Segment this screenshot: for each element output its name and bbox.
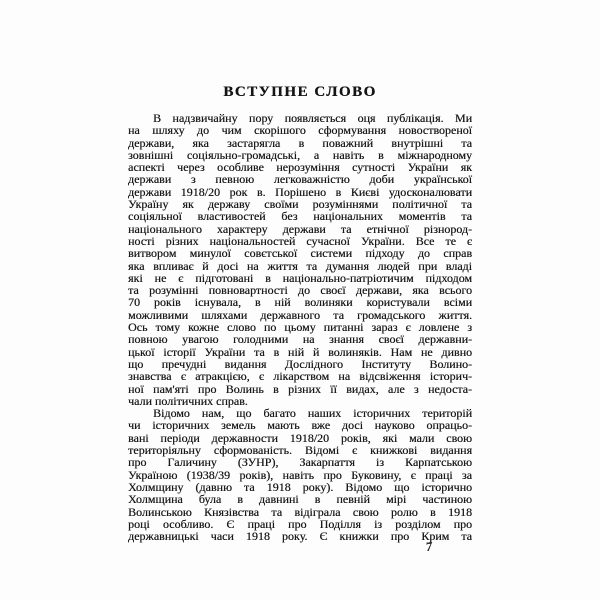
text-line: держави з певною легковажністю доби української — [128, 172, 472, 187]
text-line: державницькі часи 1918 року. Є книжки про Крим та — [128, 529, 472, 544]
text-line: знавства є атракцією, є лікарством на відсвіження історич- — [128, 369, 472, 384]
text-line: чи історичних земель мають вже досі науково опрацьо- — [128, 418, 472, 433]
text-line: аспекті через особливе нерозуміння сутності України як — [128, 160, 472, 175]
text-line: зовнішні соціяльно-громадські, а навіть в міжнародному — [128, 147, 472, 162]
text-line: Холмщину (давню та 1918 року). Відомо що історично — [128, 479, 472, 494]
text-line: та розумінні повновартності до своєї держави, яка всього — [128, 283, 472, 298]
text-line: Волинською Князівства та відіграла свою ролю в 1918 — [128, 504, 472, 519]
text-line: Відомо нам, що багато наших історичних територій — [153, 406, 472, 421]
text-line: ної пам'яті про Волинь в різних її видах, але з недоста- — [128, 381, 472, 396]
text-line: національного характеру держави та етнічної різнород- — [128, 221, 472, 236]
text-line: можливими шляхами державного та громадського життя. — [128, 307, 472, 322]
text-block — [128, 84, 472, 542]
text-line: чали політичних справ. — [128, 393, 248, 408]
text-line: про Галичину (ЗУНР), Закарпаття із Карпатською — [128, 455, 472, 470]
text-line: ності різних національностей сучасної України. Все те є — [128, 233, 472, 248]
page-title: ВСТУПНЕ СЛОВО — [223, 84, 377, 100]
text-line: витвором минулої совєтської системи підходу до справ — [128, 246, 472, 261]
text-line: які не є підготовані в національно-патріотичим підходом — [128, 270, 472, 285]
text-line: Україною (1938/39 років), навіть про Буковину, є праці за — [128, 467, 472, 482]
text-line: вані періоди державности 1918/20 років, які мали свою — [128, 430, 472, 445]
text-line: Україну як державу своїми розуміннями політичної та — [128, 197, 472, 212]
text-line: яка впливає й досі на життя та думання людей при владі — [128, 258, 472, 273]
text-line: Ось тому кожне слово по цьому питанні зараз є ловлене з — [128, 320, 472, 335]
text-line: Холмщина була в давнині в певній мірі частиною — [128, 492, 472, 507]
body-text — [128, 112, 472, 542]
text-line: році особливо. Є праці про Поділля із розділом про — [128, 516, 472, 531]
text-line: соціяльної властивостей без національних моментів та — [128, 209, 472, 224]
text-line: держави 1918/20 рок в. Порішено в Києві удосконалювати — [128, 184, 472, 199]
text-line: 70 років існувала, в ній волиняки користували всіми — [128, 295, 472, 310]
text-line: держави, яка застарягла в поважний внутрішні та — [128, 135, 472, 150]
text-line: що пречудні видання Дослідного Інституту Волино- — [128, 356, 472, 371]
text-line: В надзвичайну пору появляється оця публікація. Ми — [153, 111, 472, 125]
text-line: цької історії України та в ній й волиняків. Нам не дивно — [128, 344, 472, 359]
page-number: 7 — [425, 540, 433, 554]
text-line: на шляху до чим скорішого сформування новоствореної — [128, 123, 472, 138]
text-line: територіяльну сформованість. Відомі є книжкові видання — [128, 443, 472, 458]
text-line: повною увагою голодними на знання своєї державни- — [128, 332, 472, 347]
